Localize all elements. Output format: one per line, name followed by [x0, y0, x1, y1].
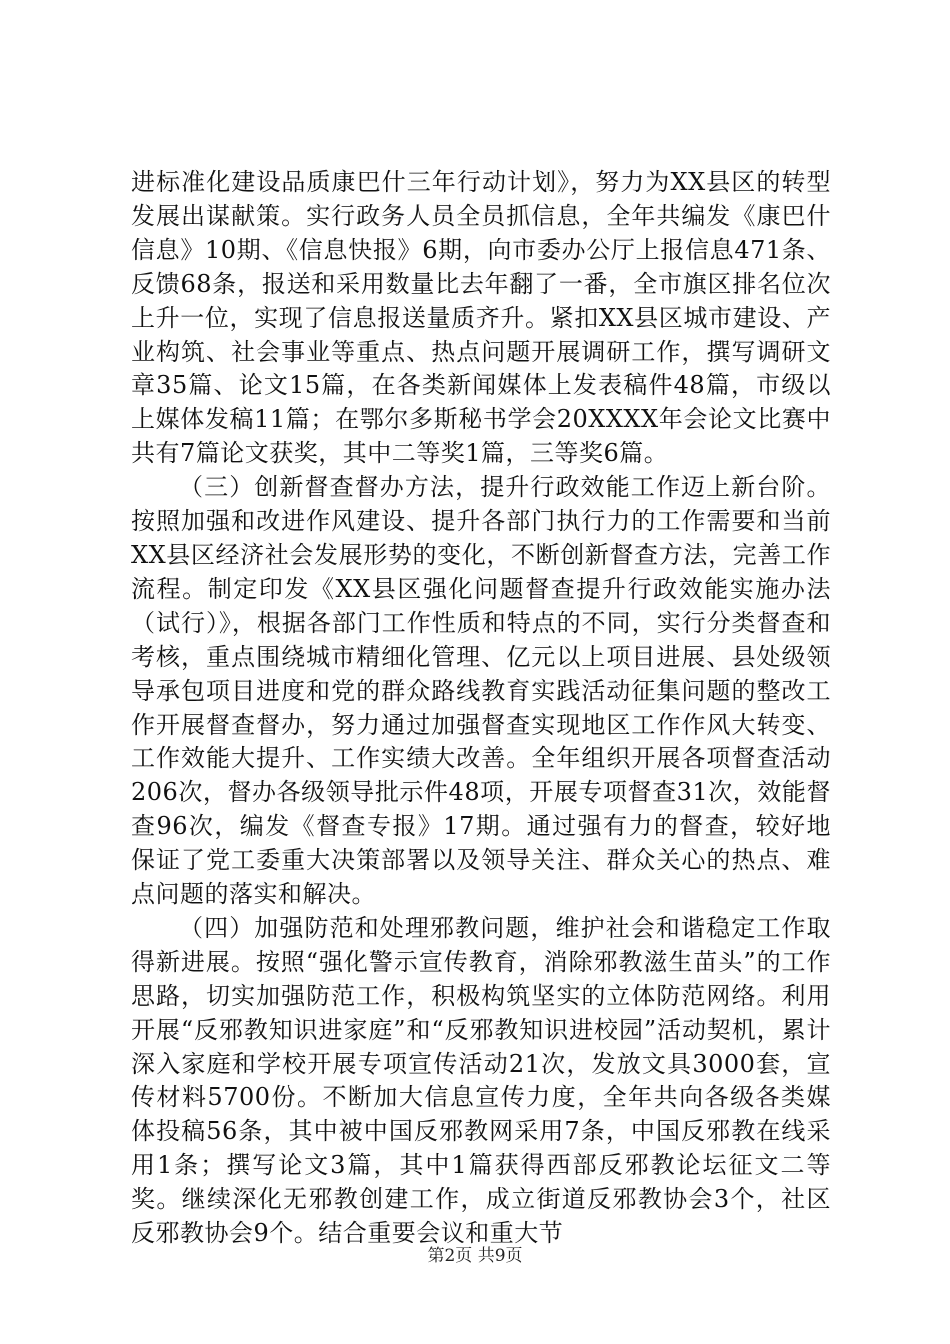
paragraph-section-4: （四）加强防范和处理邪教问题，维护社会和谐稳定工作取得新进展。按照“强化警示宣传教育，消除邪教滋生苗头”的工作思路，切实加强防范工作，积极构筑坚实的立体防范网络。利用开展“反邪教知识进家庭”和“反邪教知识进校园”活动契机，累计深入家庭和学校开展专项宣传活动21次，发放文具3000套，宣传材料5700份。不断加大信息宣传力度，全年共向各级各类媒体投稿56条，其中被中国反邪教网采用7条，中国反邪教在线采用1条；撰写论文3篇，其中1篇获得西部反邪教论坛征文二等奖。继续深化无邪教创建工作，成立街道反邪教协会3个，社区反邪教协会9个。结合重要会议和重大节: [131, 913, 831, 1248]
document-body: [131, 166, 831, 1251]
paragraph-section-3: （三）创新督查督办方法，提升行政效能工作迈上新台阶。按照加强和改进作风建设、提升各部门执行力的工作需要和当前XX县区经济社会发展形势的变化，不断创新督查方法，完善工作流程。制定印发《XX县区强化问题督查提升行政效能实施办法（试行）》，根据各部门工作性质和特点的不同，实行分类督查和考核，重点围绕城市精细化管理、亿元以上项目进展、县处级领导承包项目进度和党的群众路线教育实践活动征集问题的整改工作开展督查督办，努力通过加强督查实现地区工作作风大转变、工作效能大提升、工作实绩大改善。全年组织开展各项督查活动206次，督办各级领导批示件48项，开展专项督查31次，效能督查96次，编发《督查专报》17期。通过强有力的督查，较好地保证了党工委重大决策部署以及领导关注、群众关心的热点、难点问题的落实和解决。: [131, 473, 831, 909]
paragraph-1: 进标准化建设品质康巴什三年行动计划》，努力为XX县区的转型发展出谋献策。实行政务人员全员抓信息，全年共编发《康巴什信息》10期、《信息快报》6期，向市委办公厅上报信息471条、反馈68条，报送和采用数量比去年翻了一番，全市旗区排名位次上升一位，实现了信息报送量质齐升。紧扣XX县区城市建设、产业构筑、社会事业等重点、热点问题开展调研工作，撰写调研文章35篇、论文15篇，在各类新闻媒体上发表稿件48篇，市级以上媒体发稿11篇；在鄂尔多斯秘书学会20XXXX年会论文比赛中共有7篇论文获奖，其中二等奖1篇，三等奖6篇。: [131, 168, 831, 468]
page-number-footer: 第2页 共9页: [427, 1246, 523, 1266]
